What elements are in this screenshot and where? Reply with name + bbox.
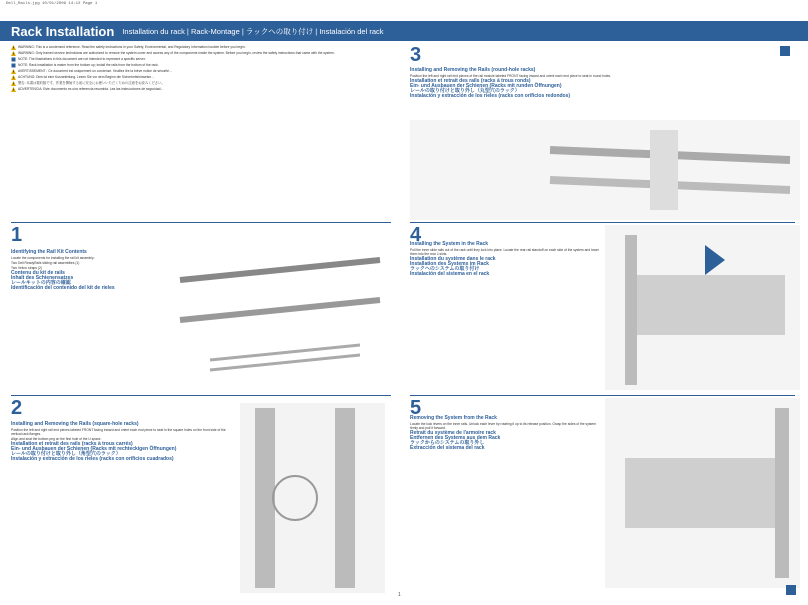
section-3-text (410, 66, 730, 99)
note-icon (11, 63, 16, 68)
section-line: Two Velcro straps (2) (11, 266, 42, 270)
system-install-illustration (605, 225, 800, 390)
warning-row (11, 69, 391, 74)
note-row (11, 63, 391, 68)
warning-row (11, 51, 391, 56)
section-2-text (11, 420, 231, 462)
step-number: 2 (11, 397, 23, 419)
section-subtitle: Ein- und Ausbauen der Schienen (Racks mit rechteckigen Öffnungen) (11, 446, 177, 452)
warning-row (11, 75, 391, 80)
section-line: Align and seat the bottom peg on the first hole of the U space. (11, 437, 102, 441)
section-subtitle: Retrait du système de l'armoire rack (410, 430, 496, 436)
square-hole-rail-illustration (235, 398, 390, 598)
system-removal-illustration (605, 398, 800, 588)
section-subtitle: Instalación y extracción de los rieles (racks con orificios redondos) (410, 93, 571, 99)
warning-triangle-icon (11, 87, 16, 92)
section-title: Installing and Removing the Rails (square-hole racks) (11, 421, 139, 427)
section-title: Identifying the Rail Kit Contents (11, 249, 87, 255)
step-number: 1 (11, 224, 23, 246)
warning-triangle-icon (11, 51, 16, 56)
section-subtitle: Installation des Systems im Rack (410, 261, 489, 267)
warning-triangle-icon (11, 69, 16, 74)
warning-row (11, 45, 391, 50)
page-subtitle: Installation du rack | Rack-Montage | ラックへの取り付け | Instalación del rack (122, 26, 384, 36)
section-line: Position the left and right rail end pieces labeled FRONT facing inward and orient each end piece to seat in the square holes on the front side of the vertical rack flanges. (11, 428, 226, 436)
step-number: 5 (410, 397, 422, 419)
page-corner-marker (786, 585, 796, 595)
section-subtitle: Instalación y extracción de los rieles (racks con orificios cuadrados) (11, 456, 174, 462)
section-line: Pull the inner slide rails out of the rack until they lock into place. Locate the rear rail standoff on each side of the system and lower them into the rear J-slots. (410, 248, 599, 256)
section-4-text (410, 240, 600, 277)
section-1-text (11, 248, 161, 291)
section-line: Locate the lock levers on the inner rails. Unlock each lever by rotating it up to its release position. Grasp the sides of the system firmly and pull it forward. (410, 422, 597, 430)
warning-triangle-icon (11, 45, 16, 50)
section-subtitle: Entfernen des Systems aus dem Rack (410, 435, 501, 441)
section-subtitle: レールの取り付けと取り外し（丸型穴のラック） (410, 88, 520, 94)
section-subtitle: Inhalt des Schienensatzes (11, 275, 74, 281)
warning-triangle-icon (11, 75, 16, 80)
section-5-text (410, 414, 600, 451)
section-subtitle: レールキットの内容の確認 (11, 280, 71, 286)
section-subtitle: Extracción del sistema del rack (410, 445, 485, 451)
note-icon (11, 57, 16, 62)
page-header (0, 21, 808, 41)
section-subtitle: Installation du système dans le rack (410, 256, 496, 262)
warnings-block (11, 45, 391, 220)
warning-text: 警告: 本書は要約版です。作業を開始する前に安全にお使いいただくための注意をお読みください。 (18, 81, 165, 85)
note-text: NOTE: The illustrations in this document are not intended to represent a specific server. (18, 57, 146, 61)
section-subtitle: Installation et retrait des rails (racks à trous ronds) (410, 78, 531, 84)
section-subtitle: Contenu du kit de rails (11, 270, 65, 276)
section-subtitle: ラックへのシステムの取り付け (410, 266, 480, 272)
note-text: NOTE: Rack installation is easier from the bottom up; install the rails from the bottom of the rack. (18, 63, 159, 67)
rail-kit-illustration (170, 240, 390, 390)
section-divider (11, 222, 391, 223)
note-row (11, 57, 391, 62)
section-subtitle: Instalación del sistema en el rack (410, 271, 490, 277)
round-hole-rail-illustration (410, 120, 800, 220)
warning-row (11, 81, 391, 86)
section-divider (410, 395, 795, 396)
warning-row (11, 87, 391, 92)
warning-text: WARNING: Only trained service technicians are authorized to remove the system cover and access any of the components inside the system. Before you begin, review the safety instructions that came with the system. (18, 51, 335, 55)
page-corner-marker (780, 46, 790, 56)
step-number: 3 (410, 44, 422, 66)
section-line: Two Dell ReadyRails sliding rail assemblies (1) (11, 261, 80, 265)
warning-text: ADVERTENCIA: Este documento es una referencia resumida. Lea las instrucciones de seguridad... (18, 87, 164, 91)
print-slug: Dell_Rails.jpg 10/01/2009 14:12 Page 1 (6, 2, 98, 6)
section-title: Installing the System in the Rack (410, 241, 489, 247)
step-number: 4 (410, 224, 422, 246)
warning-text: AVERTISSEMENT : Ce document est uniquement un condensé. Veuillez lire la brève notice de sécurité... (18, 69, 172, 73)
warning-text: ACHTUNG: Dies ist eine Kurzanleitung. Lesen Sie vor dem Beginn die Sicherheitshinweise... (18, 75, 154, 79)
section-title: Installing and Removing the Rails (round-hole racks) (410, 67, 536, 73)
section-subtitle: ラックからのシステムの取り外し (410, 440, 485, 446)
section-divider (11, 395, 391, 396)
warning-text: WARNING: This is a condensed reference. Read the safety instructions in your Safety, Environmental, and Regulatory Information booklet before you begin. (18, 45, 246, 49)
section-line: Position the left and right rail end pieces of the rail module labeled FRONT facing inward and orient each end piece to seat in round holes. (410, 74, 611, 78)
section-subtitle: Ein- und Ausbauen der Schienen (Racks mit runden Öffnungen) (410, 83, 562, 89)
section-line: Locate the components for installing the rail kit assembly: (11, 256, 95, 260)
section-title: Removing the System from the Rack (410, 415, 497, 421)
section-subtitle: レールの取り付けと取り外し（角型穴のラック） (11, 451, 121, 457)
page-number: 1 (398, 592, 401, 598)
page-title: Rack Installation (11, 23, 115, 39)
section-divider (410, 222, 795, 223)
section-subtitle: Installation et retrait des rails (racks à trous carrés) (11, 441, 133, 447)
section-subtitle: Identificación del contenido del kit de rieles (11, 285, 115, 291)
warning-triangle-icon (11, 81, 16, 86)
